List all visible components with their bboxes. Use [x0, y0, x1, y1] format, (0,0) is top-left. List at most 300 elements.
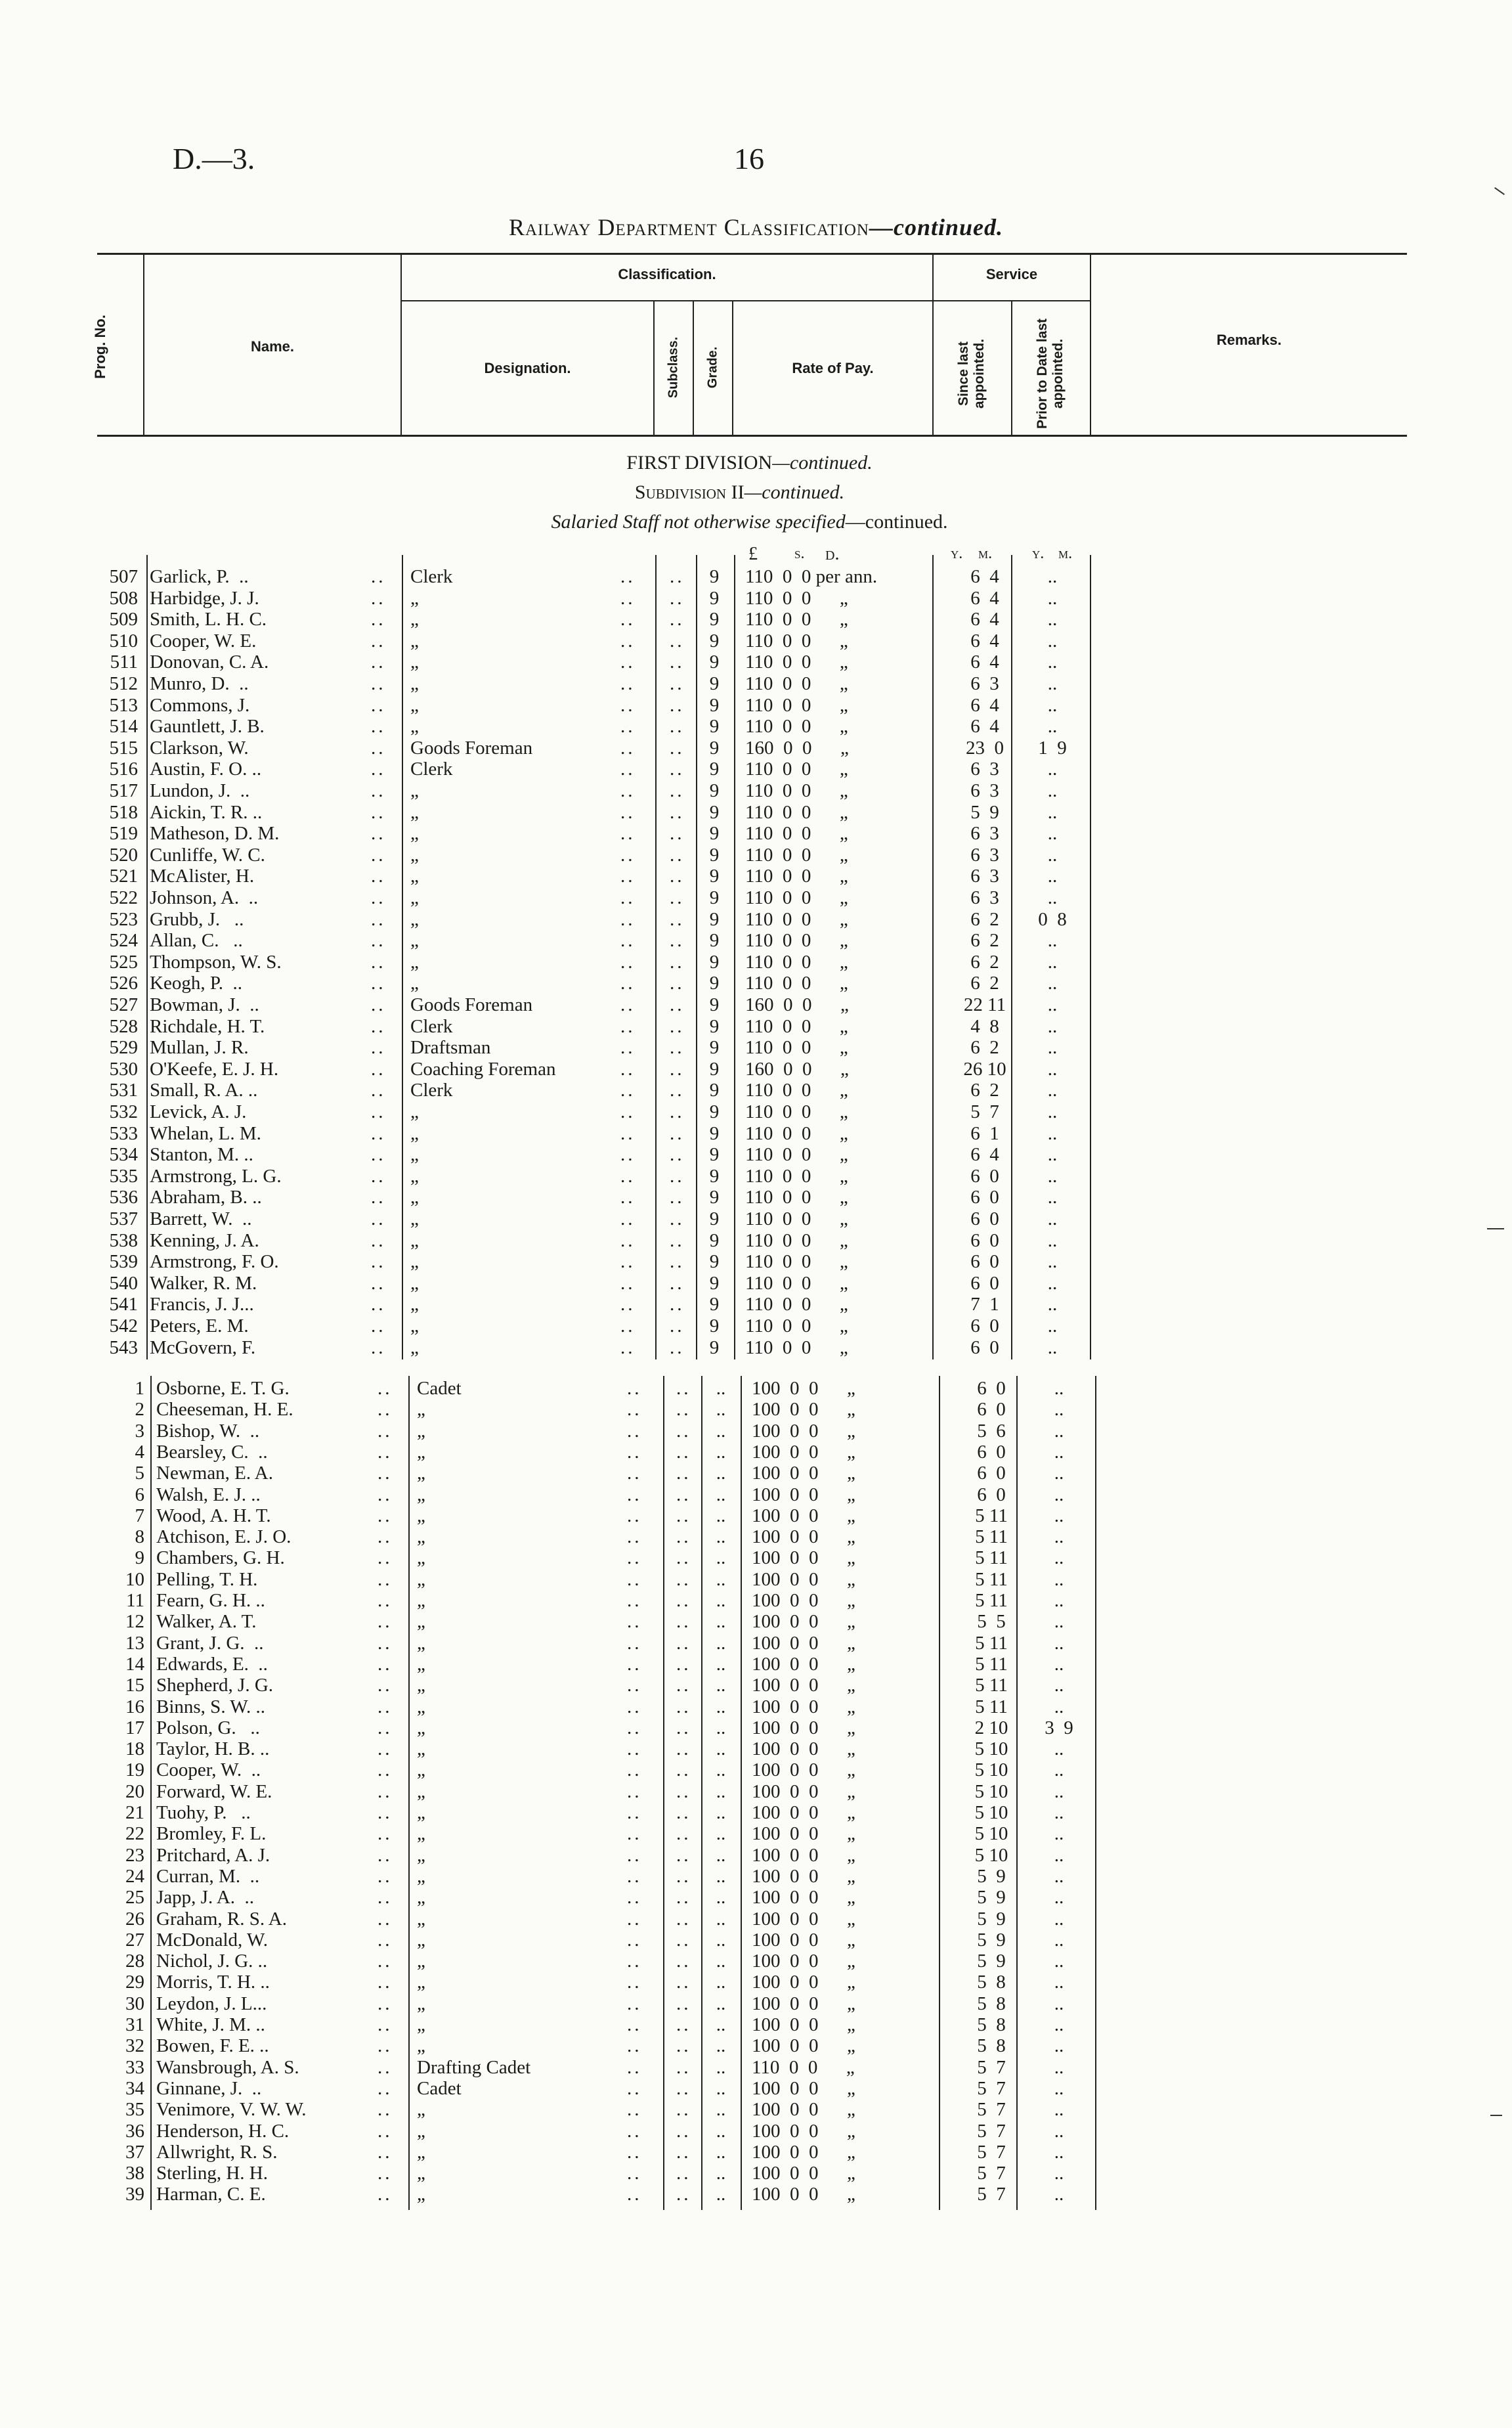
prog-no-cell: 509 [109, 609, 138, 630]
since-last-cell: 6 3 [970, 673, 999, 694]
subclass-cell: .. [670, 951, 685, 973]
prog-no-cell: 16 [125, 1696, 144, 1717]
designation-leader: .. [627, 1463, 642, 1484]
prog-no-cell: 531 [109, 1080, 138, 1101]
subclass-cell: .. [670, 1315, 685, 1336]
designation-cell: „ [417, 1865, 425, 1887]
subclass-cell: .. [676, 2120, 691, 2142]
designation-cell: „ [410, 973, 419, 994]
designation-cell: Clerk [410, 759, 453, 780]
rate-of-pay-cell: 110 0 0 „ [745, 1208, 848, 1229]
name-leader: .. [371, 630, 386, 651]
name-leader: .. [378, 2184, 393, 2205]
grade-cell: 9 [709, 780, 720, 801]
rate-of-pay-cell: 100 0 0 „ [752, 1547, 855, 1569]
grade-cell: 9 [709, 1251, 720, 1273]
prior-to-date-cell: .. [1047, 651, 1058, 673]
since-last-cell: 5 10 [974, 1759, 1008, 1781]
table-row [0, 1123, 1512, 1144]
rate-of-pay-cell: 100 0 0 „ [752, 1823, 855, 1845]
prog-no-cell: 541 [109, 1294, 138, 1315]
designation-leader: .. [620, 1144, 636, 1166]
since-last-cell: 5 11 [975, 1590, 1008, 1611]
table-row [7, 1951, 1512, 1972]
name-cell: Bowen, F. E. .. [156, 2035, 269, 2057]
table-row [7, 1759, 1512, 1780]
table-row [7, 2035, 1512, 2056]
rate-of-pay-cell: 110 0 0 „ [745, 930, 848, 952]
subclass-cell: .. [676, 1929, 691, 1951]
rate-of-pay-cell: 100 0 0 „ [752, 2014, 855, 2035]
name-cell: Binns, S. W. .. [156, 1696, 265, 1717]
subclass-cell: .. [670, 866, 685, 887]
name-leader: .. [378, 1653, 393, 1675]
name-leader: .. [378, 1865, 393, 1887]
since-last-cell: 5 9 [970, 801, 999, 823]
prog-no-cell: 526 [109, 973, 138, 994]
designation-cell: „ [417, 2163, 425, 2184]
rate-of-pay-cell: 160 0 0 „ [745, 994, 849, 1015]
subclass-cell: .. [676, 1823, 691, 1845]
table-row [0, 566, 1512, 587]
grade-cell: .. [716, 1929, 726, 1951]
designation-cell: „ [417, 2141, 425, 2163]
prior-to-date-cell: .. [1047, 1336, 1058, 1358]
prog-no-cell: 520 [109, 844, 138, 866]
designation-cell: „ [410, 587, 419, 609]
prior-to-date-cell: 1 9 [1038, 737, 1067, 759]
rate-of-pay-cell: 100 0 0 „ [752, 1526, 855, 1548]
designation-leader: .. [620, 930, 636, 952]
subclass-cell: .. [670, 1058, 685, 1080]
rate-of-pay-cell: 100 0 0 „ [752, 2184, 855, 2205]
designation-leader: .. [627, 1972, 642, 1993]
subclass-cell: .. [676, 1378, 691, 1399]
prog-no-cell: 513 [109, 694, 138, 716]
prog-no-cell: 10 [125, 1568, 144, 1590]
prior-to-date-header: Prior to Date last appointed. [1035, 318, 1066, 430]
name-cell: Bearsley, C. .. [156, 1441, 268, 1463]
name-cell: Munro, D. .. [150, 673, 249, 694]
subclass-cell: .. [676, 2184, 691, 2205]
name-leader: .. [378, 1929, 393, 1951]
since-last-cell: 6 0 [970, 1165, 999, 1187]
name-leader: .. [378, 1823, 393, 1845]
since-last-cell: 6 0 [977, 1484, 1006, 1505]
designation-cell: „ [410, 1187, 419, 1208]
since-last-cell: 6 3 [970, 844, 999, 866]
designation-leader: .. [620, 1315, 636, 1336]
prior-to-date-cell: .. [1054, 1463, 1064, 1484]
name-leader: .. [371, 716, 386, 738]
name-leader: .. [378, 2120, 393, 2142]
designation-leader: .. [627, 1738, 642, 1760]
grade-cell: .. [716, 1993, 726, 2014]
designation-leader: .. [620, 1015, 636, 1037]
designation-cell: „ [410, 716, 419, 738]
designation-leader: .. [620, 609, 636, 630]
name-cell: Walker, A. T. [156, 1611, 257, 1633]
since-last-cell: 6 2 [970, 930, 999, 952]
since-last-cell: 6 2 [970, 973, 999, 994]
designation-leader: .. [627, 2077, 642, 2099]
rate-of-pay-cell: 110 0 0 „ [745, 801, 848, 823]
prior-to-date-cell: .. [1054, 1823, 1064, 1845]
subclass-cell: .. [670, 1187, 685, 1208]
since-last-cell: 5 10 [974, 1844, 1008, 1866]
subclass-cell: .. [676, 1653, 691, 1675]
table-row [7, 1505, 1512, 1526]
rate-of-pay-cell: 100 0 0 „ [752, 2077, 855, 2099]
since-last-cell: 6 0 [970, 1229, 999, 1251]
unit-pound: £ [748, 544, 758, 564]
prog-no-cell: 525 [109, 951, 138, 973]
name-cell: Allwright, R. S. [156, 2141, 278, 2163]
name-leader: .. [371, 673, 386, 694]
unit-since-years: y. [951, 545, 963, 562]
name-leader: .. [378, 1717, 393, 1738]
designation-leader: .. [627, 1929, 642, 1951]
remarks-header: Remarks. [1216, 332, 1282, 348]
name-leader: .. [378, 1908, 393, 1930]
name-cell: Tuohy, P. .. [156, 1802, 251, 1823]
designation-leader: .. [627, 1632, 642, 1654]
prior-to-date-cell: .. [1047, 1037, 1058, 1059]
name-leader: .. [371, 1080, 386, 1101]
designation-leader: .. [627, 1505, 642, 1526]
since-last-cell: 6 3 [970, 759, 999, 780]
designation-cell: „ [410, 1229, 419, 1251]
name-cell: Levick, A. J. [150, 1101, 247, 1122]
subclass-cell: .. [676, 1802, 691, 1823]
grade-cell: .. [716, 1568, 726, 1590]
name-cell: Allan, C. .. [150, 930, 243, 952]
designation-leader: .. [627, 1611, 642, 1633]
prior-to-date-cell: .. [1054, 1993, 1064, 2014]
since-last-cell: 6 0 [977, 1378, 1006, 1399]
name-cell: Grubb, J. .. [150, 908, 244, 930]
prior-to-date-cell: .. [1054, 1675, 1064, 1696]
grade-cell: 9 [709, 1336, 720, 1358]
designation-leader: .. [627, 2014, 642, 2035]
since-last-cell: 5 10 [974, 1823, 1008, 1845]
designation-cell: „ [410, 651, 419, 673]
prog-no-cell: 25 [125, 1887, 144, 1909]
name-leader: .. [371, 609, 386, 630]
designation-cell: Cadet [417, 1378, 462, 1399]
table-row [7, 1909, 1512, 1930]
designation-leader: .. [620, 866, 636, 887]
designation-cell: „ [417, 1590, 425, 1611]
table-row [0, 759, 1512, 780]
prior-to-date-cell: .. [1054, 2163, 1064, 2184]
prior-to-date-cell: .. [1047, 1144, 1058, 1166]
name-leader: .. [371, 1272, 386, 1294]
prior-to-date-cell: .. [1047, 1315, 1058, 1336]
prior-to-date-cell: .. [1047, 1122, 1058, 1144]
prog-no-cell: 15 [125, 1675, 144, 1696]
rate-of-pay-cell: 110 0 0 „ [745, 716, 848, 738]
rate-of-pay-cell: 110 0 0 „ [752, 2056, 855, 2078]
rate-of-pay-cell: 100 0 0 „ [752, 1653, 855, 1675]
since-last-cell: 6 0 [977, 1399, 1006, 1421]
designation-leader: .. [620, 1187, 636, 1208]
name-leader: .. [371, 908, 386, 930]
prior-to-date-cell: .. [1054, 2056, 1064, 2078]
since-last-cell: 6 2 [970, 908, 999, 930]
designation-leader: .. [620, 1037, 636, 1059]
prog-no-cell: 29 [125, 1972, 144, 1993]
prior-to-date-cell: .. [1054, 1547, 1064, 1569]
name-leader: .. [378, 1675, 393, 1696]
designation-cell: Goods Foreman [410, 737, 533, 759]
name-cell: Thompson, W. S. [150, 951, 282, 973]
designation-cell: „ [417, 2120, 425, 2142]
subclass-cell: .. [670, 801, 685, 823]
table-row [7, 1717, 1512, 1738]
since-last-cell: 5 8 [977, 2014, 1006, 2035]
designation-leader: .. [620, 1080, 636, 1101]
since-last-cell: 6 0 [977, 1463, 1006, 1484]
name-leader: .. [378, 1463, 393, 1484]
subclass-cell: .. [676, 1463, 691, 1484]
table-row [0, 930, 1512, 951]
designation-leader: .. [620, 1272, 636, 1294]
rate-of-pay-cell: 100 0 0 „ [752, 2163, 855, 2184]
prior-to-date-cell: .. [1054, 1505, 1064, 1526]
rate-of-pay-cell: 110 0 0 „ [745, 1251, 848, 1273]
prior-to-date-cell: .. [1054, 1887, 1064, 1909]
subclass-cell: .. [676, 2056, 691, 2078]
prog-no-cell: 510 [109, 630, 138, 651]
prior-to-date-cell: .. [1047, 866, 1058, 887]
rate-of-pay-cell: 100 0 0 „ [752, 2035, 855, 2057]
designation-leader: .. [620, 759, 636, 780]
rate-of-pay-cell: 110 0 0 „ [745, 973, 848, 994]
rate-of-pay-cell: 100 0 0 „ [752, 1738, 855, 1760]
grade-cell: .. [716, 1908, 726, 1930]
since-last-cell: 5 6 [977, 1420, 1006, 1442]
designation-leader: .. [620, 694, 636, 716]
prior-to-date-cell: .. [1047, 1165, 1058, 1187]
designation-cell: „ [410, 1208, 419, 1229]
rate-of-pay-cell: 100 0 0 „ [752, 1993, 855, 2014]
name-cell: Walker, R. M. [150, 1272, 257, 1294]
designation-cell: „ [417, 1484, 425, 1505]
grade-cell: 9 [709, 716, 720, 738]
designation-leader: .. [620, 737, 636, 759]
designation-cell: „ [417, 1441, 425, 1463]
since-last-cell: 5 11 [975, 1568, 1008, 1590]
designation-cell: „ [410, 1272, 419, 1294]
name-cell: Abraham, B. .. [150, 1187, 262, 1208]
since-last-cell: 5 7 [977, 2099, 1006, 2121]
name-cell: Aickin, T. R. .. [150, 801, 263, 823]
since-last-cell: 6 4 [970, 694, 999, 716]
prog-no-cell: 543 [109, 1336, 138, 1358]
name-cell: Fearn, G. H. .. [156, 1590, 265, 1611]
rate-of-pay-cell: 110 0 0 „ [745, 609, 848, 630]
designation-leader: .. [620, 801, 636, 823]
table-row [7, 2163, 1512, 2184]
table-row [0, 780, 1512, 801]
since-last-cell: 6 0 [970, 1251, 999, 1273]
name-cell: Wood, A. H. T. [156, 1505, 271, 1526]
designation-leader: .. [627, 1399, 642, 1421]
grade-cell: .. [716, 1505, 726, 1526]
designation-cell: Clerk [410, 566, 453, 587]
subclass-cell: .. [670, 1080, 685, 1101]
rate-of-pay-cell: 100 0 0 „ [752, 1463, 855, 1484]
subclass-cell: .. [676, 1632, 691, 1654]
grade-cell: .. [716, 1887, 726, 1909]
subclass-cell: .. [670, 930, 685, 952]
subclass-cell: .. [670, 780, 685, 801]
table-row [0, 673, 1512, 694]
designation-leader: .. [627, 1717, 642, 1738]
designation-leader: .. [620, 887, 636, 908]
grade-header: Grade. [705, 346, 720, 389]
prog-no-cell: 23 [125, 1844, 144, 1866]
rate-of-pay-cell: 100 0 0 „ [752, 1399, 855, 1421]
prog-no-cell: 508 [109, 587, 138, 609]
prog-no-cell: 1 [135, 1378, 144, 1399]
rate-of-pay-cell: 100 0 0 „ [752, 1378, 855, 1399]
designation-leader: .. [620, 1058, 636, 1080]
since-last-cell: 5 10 [974, 1802, 1008, 1823]
grade-cell: .. [716, 1441, 726, 1463]
name-cell: Curran, M. .. [156, 1865, 260, 1887]
table-row [0, 1337, 1512, 1358]
designation-cell: „ [410, 908, 419, 930]
grade-cell: 9 [709, 1015, 720, 1037]
name-cell: McDonald, W. [156, 1929, 268, 1951]
name-cell: McGovern, F. [150, 1336, 256, 1358]
name-leader: .. [371, 694, 386, 716]
designation-leader: .. [627, 1908, 642, 1930]
name-leader: .. [371, 994, 386, 1015]
prior-to-date-cell: .. [1054, 1568, 1064, 1590]
prior-to-date-cell: .. [1047, 844, 1058, 866]
name-leader: .. [378, 2035, 393, 2057]
table-row [0, 1059, 1512, 1080]
prior-to-date-cell: .. [1054, 1611, 1064, 1633]
subclass-cell: .. [670, 1272, 685, 1294]
prog-no-cell: 535 [109, 1165, 138, 1187]
designation-leader: .. [627, 1675, 642, 1696]
grade-cell: 9 [709, 844, 720, 866]
subclass-cell: .. [676, 1399, 691, 1421]
prior-to-date-cell: .. [1054, 1420, 1064, 1442]
division-suffix: —continued. [772, 452, 873, 474]
name-cell: Keogh, P. .. [150, 973, 242, 994]
since-last-cell: 6 3 [970, 866, 999, 887]
rate-of-pay-cell: 110 0 0 „ [745, 651, 848, 673]
rate-of-pay-cell: 100 0 0 „ [752, 2099, 855, 2121]
rate-of-pay-cell: 100 0 0 „ [752, 1802, 855, 1823]
subclass-cell: .. [676, 1993, 691, 2014]
designation-leader: .. [627, 1865, 642, 1887]
table-row [7, 1781, 1512, 1802]
table-row [7, 1442, 1512, 1463]
table-row [0, 1037, 1512, 1058]
designation-cell: „ [417, 1653, 425, 1675]
prog-no-cell: 35 [125, 2099, 144, 2121]
designation-leader: .. [620, 1101, 636, 1122]
grade-cell: 9 [709, 1315, 720, 1336]
prior-to-date-cell: .. [1054, 2035, 1064, 2057]
table-row [7, 2184, 1512, 2205]
grade-cell: .. [716, 2184, 726, 2205]
prior-to-date-cell: .. [1054, 2077, 1064, 2099]
name-leader: .. [378, 1696, 393, 1717]
table-row [7, 1654, 1512, 1675]
prior-to-date-cell: .. [1047, 1294, 1058, 1315]
grade-cell: 9 [709, 673, 720, 694]
designation-cell: „ [417, 1738, 425, 1760]
prog-no-cell: 17 [125, 1717, 144, 1738]
table-row [7, 2099, 1512, 2120]
name-cell: Stanton, M. .. [150, 1144, 253, 1166]
name-cell: Harbidge, J. J. [150, 587, 259, 609]
table-row [0, 1166, 1512, 1187]
name-leader: .. [378, 1441, 393, 1463]
prog-no-cell: 21 [125, 1802, 144, 1823]
name-leader: .. [378, 1568, 393, 1590]
table-row [7, 1633, 1512, 1654]
prior-to-date-cell: .. [1047, 566, 1058, 587]
since-last-cell: 5 10 [974, 1780, 1008, 1802]
prior-to-date-cell: .. [1054, 1653, 1064, 1675]
grade-cell: 9 [709, 930, 720, 952]
service-header: Service [985, 266, 1038, 282]
name-leader: .. [378, 1378, 393, 1399]
designation-leader: .. [627, 2184, 642, 2205]
grade-cell: 9 [709, 973, 720, 994]
subclass-cell: .. [676, 1738, 691, 1760]
designation-cell: „ [417, 1844, 425, 1866]
since-last-cell: 6 4 [970, 566, 999, 587]
subclass-cell: .. [676, 1505, 691, 1526]
designation-leader: .. [620, 951, 636, 973]
since-last-cell: 6 4 [970, 609, 999, 630]
classification-header: Classification. [618, 266, 716, 282]
designation-leader: .. [620, 908, 636, 930]
rate-of-pay-cell: 110 0 0 „ [745, 1187, 848, 1208]
subclass-cell: .. [670, 1294, 685, 1315]
prior-to-date-cell: .. [1047, 694, 1058, 716]
name-cell: White, J. M. .. [156, 2014, 265, 2035]
rate-of-pay-cell: 110 0 0 „ [745, 630, 848, 651]
subclass-cell: .. [676, 2099, 691, 2121]
rate-of-pay-cell: 110 0 0 „ [745, 1144, 848, 1166]
prog-no-cell: 26 [125, 1908, 144, 1930]
name-leader: .. [378, 1399, 393, 1421]
name-leader: .. [371, 1037, 386, 1059]
rate-of-pay-cell: 110 0 0 „ [745, 1165, 848, 1187]
table-row [0, 1208, 1512, 1229]
designation-cell: „ [417, 1887, 425, 1909]
prog-no-cell: 530 [109, 1058, 138, 1080]
rate-of-pay-cell: 100 0 0 „ [752, 1844, 855, 1866]
grade-cell: 9 [709, 1122, 720, 1144]
name-leader: .. [378, 1738, 393, 1760]
unit-prior-months: m. [1058, 545, 1073, 562]
prior-to-date-cell: .. [1054, 2099, 1064, 2121]
grade-cell: .. [716, 1802, 726, 1823]
rate-of-pay-cell: 100 0 0 „ [752, 2141, 855, 2163]
rate-of-pay-cell: 100 0 0 „ [752, 1505, 855, 1526]
